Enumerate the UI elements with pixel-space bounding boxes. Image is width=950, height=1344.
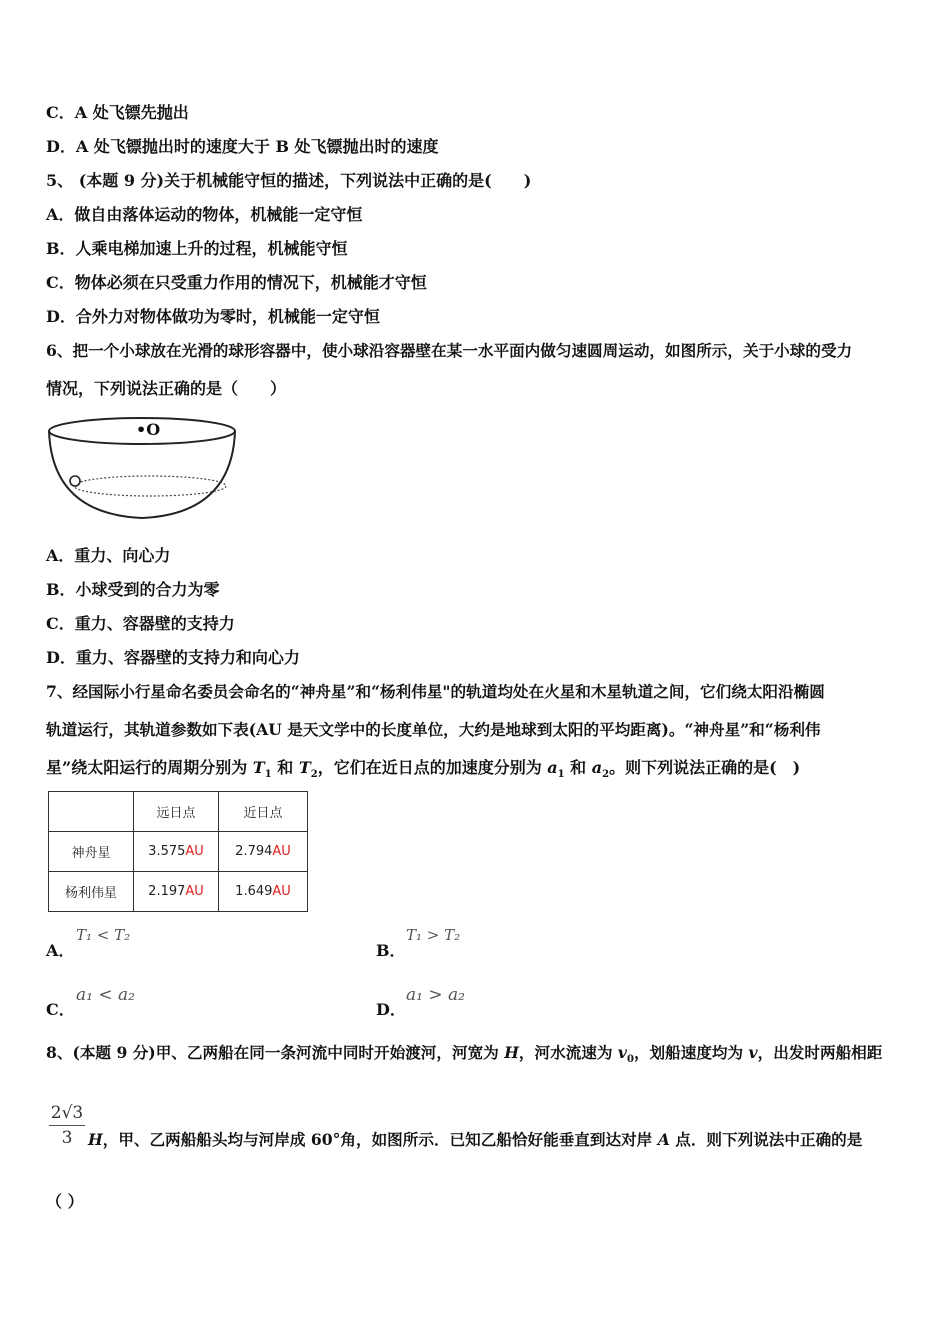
q6-option-d (46, 648, 300, 668)
T2-symbol: T (298, 758, 311, 777)
option-letter: A． (46, 546, 75, 565)
option-text: 物体必须在只受重力作用的情况下，机械能才守恒 (74, 273, 427, 292)
option-letter: B． (46, 239, 76, 258)
q7-line1: 7、经国际小行星命名委员会命名的“神舟星”和“杨利伟星"的轨道均处在火星和木星轨道之间，它们绕太阳沿椭圆 (46, 682, 825, 701)
option-letter: C． (46, 273, 75, 292)
q7-option-a-expr: T₁ < T₂ (76, 926, 131, 944)
q5-option-b (46, 239, 348, 259)
fraction-numerator: 2√3 (50, 1103, 84, 1123)
H-symbol: H (88, 1130, 103, 1149)
option-letter: D． (46, 648, 76, 667)
q8-line1-d: ，出发时两船相距 (757, 1043, 883, 1062)
option-text: 重力、容器壁的支持力和向心力 (75, 648, 300, 667)
q8-line2-a: ，甲、乙两船船头均与河岸成 60°角，如图所示．已知乙船恰好能垂直到达对岸 (102, 1130, 658, 1149)
fraction-denominator: 3 (61, 1128, 73, 1148)
q7-option-b-expr: T₁ > T₂ (406, 926, 461, 944)
table-header-cell (49, 792, 134, 832)
orbit-table (48, 791, 308, 912)
T1-symbol: T (252, 758, 265, 777)
q7-line3-b: ，它们在近日点的加速度分别为 (317, 758, 548, 777)
option-text: 人乘电梯加速上升的过程，机械能守恒 (75, 239, 348, 258)
T2-sub: 2 (310, 769, 318, 781)
table-header-cell: 近日点 (219, 792, 308, 832)
option-text: 重力、容器壁的支持力 (74, 614, 235, 633)
table-row (49, 832, 308, 872)
a1-symbol: a (547, 758, 558, 777)
q6-stem-line2: 情况，下列说法正确的是（ ） (46, 379, 287, 398)
option-text: A 处飞镖先抛出 (74, 103, 189, 122)
q7-and: 和 (564, 758, 592, 777)
ball (70, 476, 80, 486)
q7-and: 和 (271, 758, 299, 777)
q8-line1-a: 8、(本题 9 分)甲、乙两船在同一条河流中同时开始渡河，河宽为 (46, 1043, 505, 1062)
q7-option-d-letter: D． (376, 1000, 406, 1019)
orbit-circle (74, 476, 226, 496)
q8-line1-c: ，划船速度均为 (633, 1043, 749, 1062)
q7-line3-a: 星”绕太阳运行的周期分别为 (46, 758, 253, 777)
asteroid-name: 杨利伟星 (49, 872, 134, 912)
unit: AU (185, 844, 204, 859)
aphelion-value: 3.575 (148, 844, 186, 859)
v0-symbol: v (617, 1043, 627, 1062)
q7-option-a-letter: A． (46, 941, 75, 960)
q8-answer-bracket: （ ） (46, 1192, 84, 1211)
a1-sub: 1 (557, 769, 565, 781)
unit: AU (272, 844, 291, 859)
option-text: 小球受到的合力为零 (75, 580, 220, 599)
asteroid-name: 神舟星 (49, 832, 134, 872)
q7-line3-c: 。则下列说法正确的是( ) (609, 758, 801, 777)
a2-symbol: a (591, 758, 603, 777)
q6-option-a (46, 546, 170, 566)
a2-sub: 2 (602, 769, 610, 781)
option-text: 做自由落体运动的物体，机械能一定守恒 (74, 205, 363, 224)
perihelion-cell (219, 832, 308, 872)
v-symbol: v (748, 1043, 758, 1062)
T1-sub: 1 (264, 769, 272, 781)
q8-line2-b: 点．则下列说法中正确的是 (669, 1130, 863, 1149)
table-row (49, 872, 308, 912)
q8-line1 (46, 1043, 882, 1070)
q7-option-c-letter: C． (46, 1000, 75, 1019)
option-letter: B． (46, 580, 76, 599)
H-symbol: H (504, 1043, 519, 1062)
q6-option-c (46, 614, 235, 634)
q7-option-b-letter: B． (376, 941, 406, 960)
q7-option-d-expr: a₁ > a₂ (406, 985, 465, 1005)
aphelion-cell (134, 832, 219, 872)
q5-stem: 5、 (本题 9 分)关于机械能守恒的描述，下列说法中正确的是( ) (46, 171, 532, 190)
fraction-two-root-three-over-three (46, 1102, 88, 1149)
perihelion-value: 1.649 (235, 884, 273, 899)
q7-line3 (46, 758, 800, 785)
q5-option-c (46, 273, 427, 293)
v0-sub: 0 (626, 1054, 634, 1066)
option-letter: C． (46, 103, 75, 122)
option-letter: D． (46, 307, 76, 326)
perihelion-cell (219, 872, 308, 912)
table-header-cell: 远日点 (134, 792, 219, 832)
bowl-figure (44, 414, 244, 522)
q8-line2 (88, 1130, 862, 1150)
q5-option-a (46, 205, 362, 225)
option-text: 合外力对物体做功为零时，机械能一定守恒 (75, 307, 380, 326)
center-label: •O (136, 420, 161, 439)
table-header-row (49, 792, 308, 832)
perihelion-value: 2.794 (235, 844, 273, 859)
q6-option-b (46, 580, 220, 600)
option-letter: C． (46, 614, 75, 633)
q7-option-c-expr: a₁ < a₂ (76, 985, 135, 1005)
q4-option-d (46, 137, 439, 157)
q6-stem-line1: 6、把一个小球放在光滑的球形容器中，使小球沿容器壁在某一水平面内做匀速圆周运动，如图所示，关于小球的受力 (46, 341, 853, 360)
unit: AU (272, 884, 291, 899)
q7-line2: 轨道运行，其轨道参数如下表(AU 是天文学中的长度单位，大约是地球到太阳的平均距离)。“神舟星”和“杨利伟 (46, 720, 821, 739)
fraction-bar (49, 1125, 85, 1126)
aphelion-value: 2.197 (148, 884, 186, 899)
option-letter: D． (46, 137, 76, 156)
q5-option-d (46, 307, 380, 327)
unit: AU (185, 884, 204, 899)
option-text: A 处飞镖抛出时的速度大于 B 处飞镖抛出时的速度 (75, 137, 439, 156)
q8-line1-b: ，河水流速为 (518, 1043, 618, 1062)
A-point-symbol: A (657, 1130, 670, 1149)
aphelion-cell (134, 872, 219, 912)
q4-option-c (46, 103, 189, 123)
option-letter: A． (46, 205, 75, 224)
option-text: 重力、向心力 (74, 546, 171, 565)
